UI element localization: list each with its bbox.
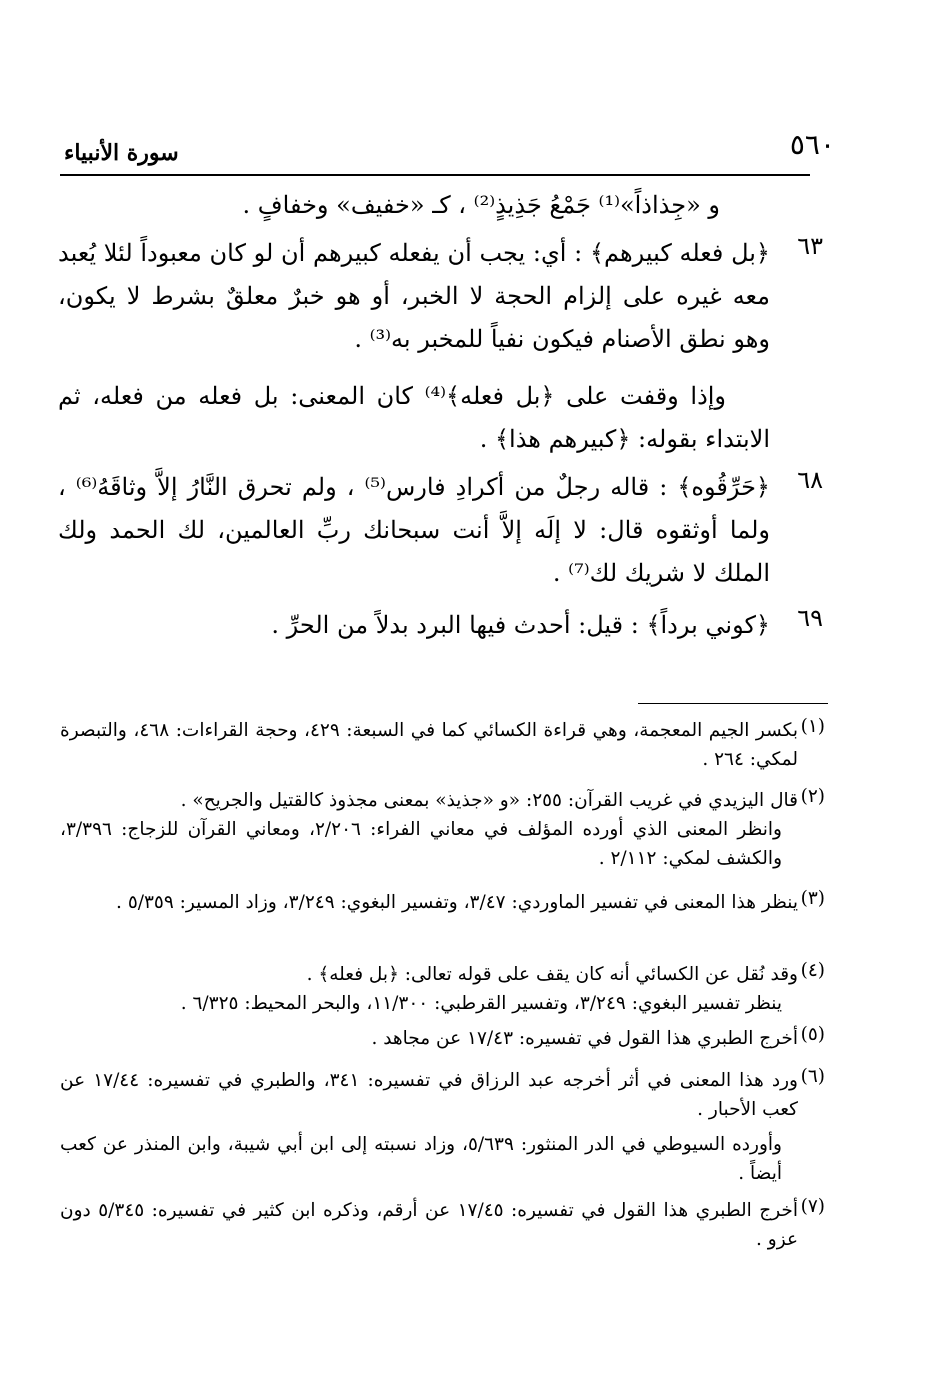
commentary-paragraph: ﴿حَرِّقُوه﴾ : قاله رجلٌ من أكرادِ فارس⁽⁵⁾ ، ولم تحرق النَّارُ إلاَّ وثاقَهُ⁽⁶⁾ ، ولما أوثقوه قال: لا إلَه إلاَّ أنت سبحانك ربِّ العالمين، لك الحمد ولك الملك لا شريك لك⁽⁷⁾ .: [58, 473, 770, 587]
footnote-number: (٧): [800, 1196, 825, 1217]
commentary-entry: [58, 604, 770, 647]
footnote: [60, 1196, 798, 1254]
running-header-title: سورة الأنبياء: [64, 140, 179, 166]
footnote-text: ورد هذا المعنى في أثر أخرجه عبد الرزاق في تفسيره: ٣٤١، والطبري في تفسيره: ١٧/٤٤ عن كعب الأحبار .: [60, 1070, 798, 1120]
footnote-text: أخرج الطبري هذا القول في تفسيره: ١٧/٤٣ عن مجاهد .: [371, 1028, 798, 1049]
footnote: [60, 1066, 798, 1188]
footnote-number: (٤): [800, 960, 825, 981]
page-number: ٥٦٠: [789, 128, 835, 161]
commentary-entry: [58, 232, 770, 461]
footnote-text: قال اليزيدي في غريب القرآن: ٢٥٥: «و «جذيذ» بمعنى مجذوذ كالقتيل والجريح» .: [180, 790, 798, 811]
commentary-paragraph: ﴿كوني برداً﴾ : قيل: أحدث فيها البرد بدلاً من الحرِّ .: [271, 611, 770, 639]
footnote: [60, 888, 798, 917]
footnote: [60, 1024, 798, 1053]
verse-number: ٦٨: [797, 466, 823, 494]
commentary-paragraph: ﴿بل فعله كبيرهم﴾ : أي: يجب أن يفعله كبيرهم أن لو كان معبوداً لئلا يُعبد معه غيره على إلزام الحجة لا الخبر، أو هو خبرٌ معلقٌ بشرط لا يكون، وهو نطق الأصنام فيكون نفياً للمخبر به⁽³⁾ .: [58, 239, 770, 353]
footnote-text: أخرج الطبري هذا القول في تفسيره: ١٧/٤٥ عن أرقم، وذكره ابن كثير في تفسيره: ٥/٣٤٥ دون عزو .: [60, 1200, 798, 1250]
footnote-text: وقد نُقل عن الكسائي أنه كان يقف على قوله تعالى: ﴿بل فعله﴾ .: [306, 964, 798, 985]
footnote-text: بكسر الجيم المعجمة، وهي قراءة الكسائي كما في السبعة: ٤٢٩، وحجة القراءات: ٤٦٨، والتبصرة لمكي: ٢٦٤ .: [60, 720, 798, 770]
footnote-text: وانظر المعنى الذي أورده المؤلف في معاني الفراء: ٢/٢٠٦، ومعاني القرآن للزجاج: ٣/٣٩٦، والكشف لمكي: ٢/١١٢ .: [60, 819, 782, 869]
footnote: [60, 716, 798, 774]
commentary-paragraph: وإذا وقفت على ﴿بل فعله﴾⁽⁴⁾ كان المعنى: بل فعله من فعله، ثم الابتداء بقوله: ﴿كبيرهم هذا﴾ .: [58, 382, 770, 453]
footnote: [60, 960, 798, 1018]
footnote: [60, 786, 798, 873]
footnote-number: (٢): [800, 786, 825, 807]
footnote-text: ينظر هذا المعنى في تفسير الماوردي: ٣/٤٧، وتفسير البغوي: ٣/٢٤٩، وزاد المسير: ٥/٣٥٩ .: [116, 892, 798, 913]
intro-line: و «جِذاذاً»⁽¹⁾ جَمْعُ جَذِيذٍ⁽²⁾ ، كـ «خفيف» وخفافٍ .: [242, 191, 720, 219]
commentary-entry: [58, 466, 770, 595]
footnote-divider: [638, 703, 828, 704]
verse-number: ٦٩: [797, 604, 823, 632]
footnote-text: وأورده السيوطي في الدر المنثور: ٥/٦٣٩، وزاد نسبته إلى ابن أبي شيبة، وابن المنذر عن كعب أيضاً .: [60, 1134, 782, 1184]
footnote-number: (٥): [800, 1024, 825, 1045]
footnote-number: (٣): [800, 888, 825, 909]
header-divider: [60, 174, 810, 176]
footnote-text: ينظر تفسير البغوي: ٣/٢٤٩، وتفسير القرطبي: ١١/٣٠٠، والبحر المحيط: ٦/٣٢٥ .: [180, 993, 782, 1014]
footnote-number: (٦): [800, 1066, 825, 1087]
verse-number: ٦٣: [797, 232, 823, 260]
footnote-number: (١): [800, 716, 825, 737]
